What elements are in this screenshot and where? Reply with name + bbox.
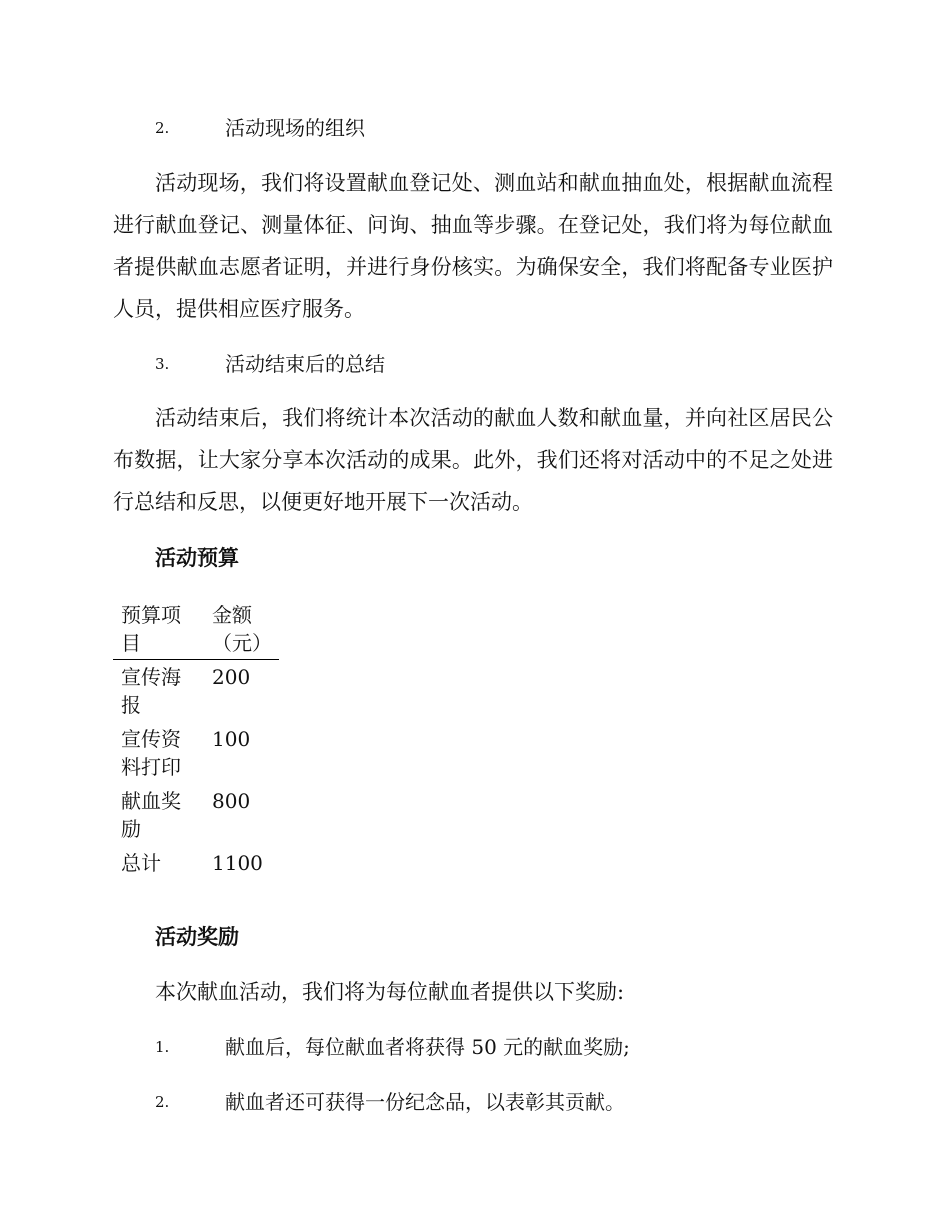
header-item: 预算项目 [113, 598, 204, 660]
list-item-text: 献血后，每位献血者将获得 50 元的献血奖励; [225, 1035, 630, 1059]
list-item-text: 献血者还可获得一份纪念品，以表彰其贡献。 [225, 1090, 625, 1114]
table-row [113, 660, 279, 723]
table-row [113, 846, 279, 880]
cell-amount: 800 [212, 789, 251, 813]
cell-amount: 200 [212, 665, 251, 689]
budget-heading: 活动预算 [155, 546, 239, 570]
section-number: 3. [155, 355, 170, 373]
table-row [113, 722, 279, 784]
reward-heading: 活动奖励 [155, 925, 239, 949]
cell-item: 献血奖励 [121, 789, 181, 841]
header-amount: 金额（元） [204, 598, 279, 660]
cell-item: 宣传资料打印 [121, 727, 181, 779]
table-header-row [113, 598, 279, 660]
list-item-number: 2. [155, 1093, 170, 1111]
cell-amount: 1100 [212, 851, 263, 875]
section-title: 活动现场的组织 [225, 116, 365, 140]
table-row [113, 784, 279, 846]
reward-intro-text: 本次献血活动，我们将为每位献血者提供以下奖励: [155, 980, 625, 1004]
section-number: 2. [155, 119, 170, 137]
paragraph-organization: 活动现场，我们将设置献血登记处、测血站和献血抽血处，根据献血流程进行献血登记、测量体征、问询、抽血等步骤。在登记处，我们将为每位献血者提供献血志愿者证明，并进行身份核实。为确保安全，我们将配备专业医护人员，提供相应医疗服务。 [113, 171, 833, 321]
section-title: 活动结束后的总结 [225, 352, 385, 376]
list-item-number: 1. [155, 1038, 170, 1056]
cell-amount: 100 [212, 727, 251, 751]
budget-table [113, 598, 279, 880]
cell-item: 总计 [121, 851, 161, 875]
cell-item: 宣传海报 [121, 665, 181, 717]
paragraph-summary: 活动结束后，我们将统计本次活动的献血人数和献血量，并向社区居民公布数据，让大家分享本次活动的成果。此外，我们还将对活动中的不足之处进行总结和反思，以便更好地开展下一次活动。 [113, 406, 833, 514]
